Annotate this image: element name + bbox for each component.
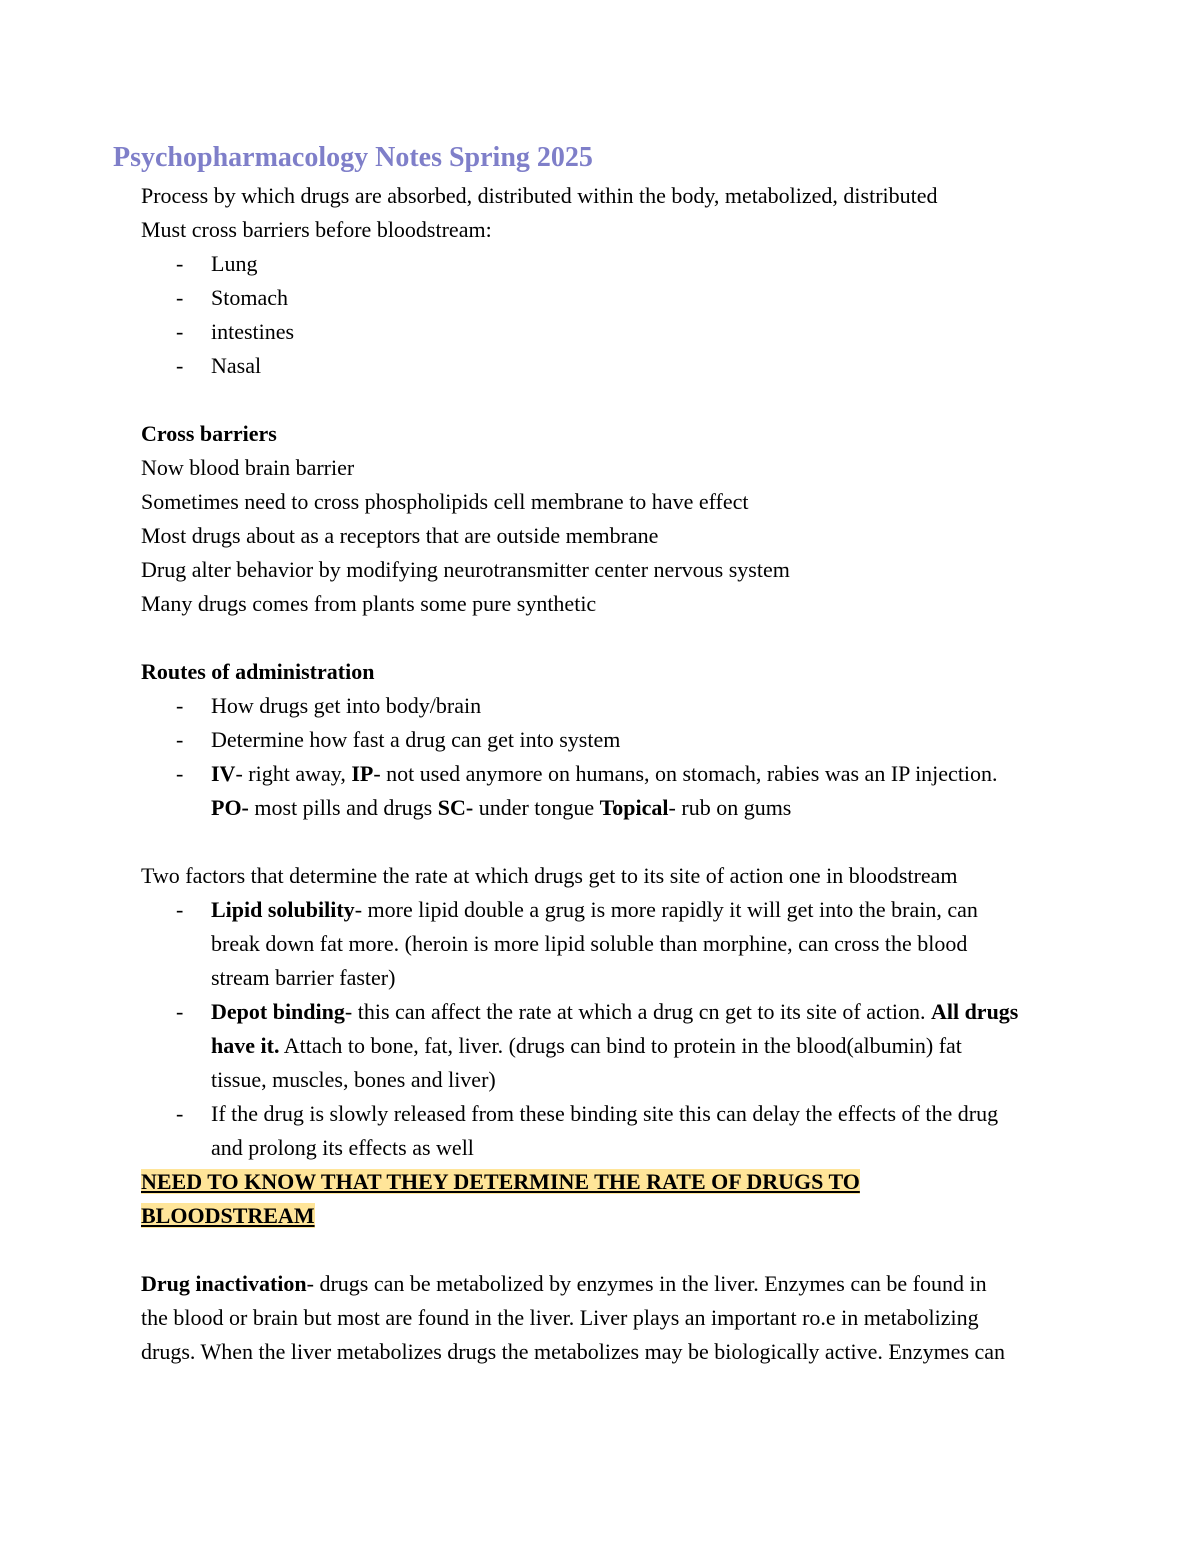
- iv-text: - right away,: [235, 761, 352, 786]
- list-item: [141, 723, 1151, 757]
- two-factors-intro: Two factors that determine the rate at which drugs get to its site of action one in bloodstream: [141, 863, 958, 888]
- lipid-text: - more lipid double a grug is more rapidly it will get into the brain, can: [354, 897, 978, 922]
- release-line-2: and prolong its effects as well: [211, 1135, 474, 1160]
- spacer: [141, 825, 1151, 859]
- depot-text: - this can affect the rate at which a drug cn get to its site of action.: [344, 999, 931, 1024]
- inactivation-line-3: drugs. When the liver metabolizes drugs the metabolizes may be biologically active. Enzymes can: [141, 1339, 1006, 1364]
- highlight-note-line-2: [141, 1199, 1151, 1233]
- po-text: most pills and drugs: [248, 795, 438, 820]
- list-item: [141, 315, 1151, 349]
- inactivation-line-1: [141, 1267, 1151, 1301]
- topical-label: Topical: [599, 795, 669, 820]
- spacer: [141, 383, 1151, 417]
- cross-barriers-heading: Cross barriers: [141, 421, 277, 446]
- depot-line-2: [211, 1029, 1151, 1063]
- intro-line-1: Process by which drugs are absorbed, distributed within the body, metabolized, distributed: [141, 183, 938, 208]
- list-item: [141, 689, 1151, 723]
- lipid-line-3: stream barrier faster): [211, 965, 396, 990]
- spacer: [141, 621, 1151, 655]
- factors-list: [141, 893, 1151, 1165]
- list-item: [141, 893, 1151, 995]
- dash-bullet: -: [176, 1101, 184, 1126]
- dash-bullet: -: [176, 727, 184, 752]
- list-item-text: Determine how fast a drug can get into system: [211, 727, 621, 752]
- intro-line-2: Must cross barriers before bloodstream:: [141, 217, 492, 242]
- dash-bullet: -: [176, 319, 184, 344]
- cross-barriers-line: Drug alter behavior by modifying neurotransmitter center nervous system: [141, 557, 790, 582]
- depot-line-3: tissue, muscles, bones and liver): [211, 1067, 496, 1092]
- highlight-text: NEED TO KNOW THAT THEY DETERMINE THE RATE OF DRUGS TO: [141, 1169, 860, 1194]
- highlight-note-line-1: [141, 1165, 1151, 1199]
- routes-item-line-1: [211, 757, 1151, 791]
- document-body: [141, 179, 1151, 1369]
- list-item: [141, 281, 1151, 315]
- routes-item-line-2: [211, 791, 1151, 825]
- list-item: [141, 995, 1151, 1097]
- routes-list: [141, 689, 1151, 825]
- list-item: [141, 247, 1151, 281]
- dash-bullet: -: [176, 999, 184, 1024]
- release-line-1: If the drug is slowly released from these binding site this can delay the effects of the drug: [211, 1101, 999, 1126]
- dash-bullet: -: [176, 761, 184, 786]
- iv-label: IV: [211, 761, 236, 786]
- list-item-text: Nasal: [211, 353, 262, 378]
- list-item-text: Lung: [211, 251, 258, 276]
- routes-heading: Routes of administration: [141, 659, 375, 684]
- cross-barriers-line: Sometimes need to cross phospholipids cell membrane to have effect: [141, 489, 749, 514]
- lipid-label: Lipid solubility: [211, 897, 355, 922]
- cross-barriers-line: Many drugs comes from plants some pure synthetic: [141, 591, 597, 616]
- topical-text: - rub on gums: [668, 795, 792, 820]
- inactivation-label: Drug inactivation: [141, 1271, 307, 1296]
- sc-label: SC-: [437, 795, 474, 820]
- ip-text: - not used anymore on humans, on stomach, rabies was an IP injection.: [373, 761, 998, 786]
- cross-barriers-line: Now blood brain barrier: [141, 455, 355, 480]
- dash-bullet: -: [176, 353, 184, 378]
- lipid-line-2: break down fat more. (heroin is more lipid soluble than morphine, can cross the blood: [211, 931, 968, 956]
- list-item-text: How drugs get into body/brain: [211, 693, 482, 718]
- dash-bullet: -: [176, 693, 184, 718]
- list-item-text: intestines: [211, 319, 295, 344]
- document-title: Psychopharmacology Notes Spring 2025: [113, 142, 593, 173]
- list-item-text: Stomach: [211, 285, 288, 310]
- ip-label: IP: [351, 761, 374, 786]
- list-item: [141, 349, 1151, 383]
- depot-bold-1: All drugs: [930, 999, 1019, 1024]
- sc-text: under tongue: [473, 795, 600, 820]
- dash-bullet: -: [176, 897, 184, 922]
- depot-line-1: [211, 995, 1151, 1029]
- lipid-line-1: [211, 893, 1151, 927]
- inactivation-text: - drugs can be metabolized by enzymes in the liver. Enzymes can be found in: [306, 1271, 987, 1296]
- list-item: [141, 757, 1151, 825]
- inactivation-line-2: the blood or brain but most are found in the liver. Liver plays an important ro.e in metabolizing: [141, 1305, 979, 1330]
- dash-bullet: -: [176, 251, 184, 276]
- spacer: [141, 1233, 1151, 1267]
- barrier-list: [141, 247, 1151, 383]
- list-item: [141, 1097, 1151, 1165]
- cross-barriers-line: Most drugs about as a receptors that are outside membrane: [141, 523, 659, 548]
- depot-bold-2: have it.: [211, 1033, 280, 1058]
- depot-label: Depot binding: [211, 999, 345, 1024]
- po-label: PO-: [211, 795, 249, 820]
- dash-bullet: -: [176, 285, 184, 310]
- depot-text-2: Attach to bone, fat, liver. (drugs can bind to protein in the blood(albumin) fat: [279, 1033, 962, 1058]
- highlight-text: BLOODSTREAM: [141, 1203, 315, 1228]
